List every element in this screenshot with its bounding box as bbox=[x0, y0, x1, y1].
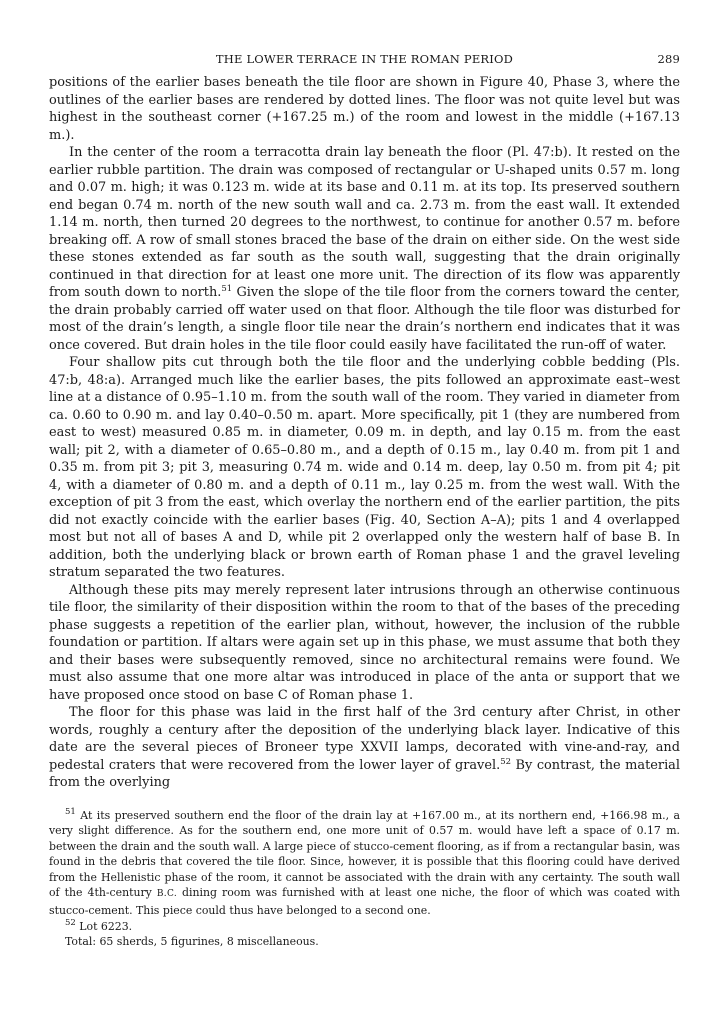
footnote-total: Total: 65 sherds, 5 figurines, 8 miscellaneous. bbox=[65, 935, 319, 949]
paragraph-4 bbox=[49, 582, 680, 705]
footnote-lot: Lot 6223. bbox=[79, 919, 133, 933]
paragraph-text: In the center of the room a terracotta drain lay beneath the floor (Pl. 47:b). It rested on the earlier rubble partition. The drain was composed of rectangular or U-shaped units 0.57 m. long and 0.07 m. high; it was 0.123 m. wide at its base and 0.11 m. at its top. Its preserved southern end began 0.74 m. north of the new south wall and ca. 2.73 m. from the east wall. It extended 1.14 m. north, then turned 20 degrees to the northwest, to continue for another 0.57 m. before breaking off. A row of small stones braced the base of the drain on either side. On the west side these stones extended as far south as the south wall, suggesting that the drain originally continued in that direction for at least one more unit. The direction of its flow was apparently from south down to north. bbox=[49, 145, 680, 300]
footnote-ref-52[interactable]: 52 bbox=[500, 756, 512, 767]
running-head bbox=[49, 52, 680, 74]
footnote-52 bbox=[49, 919, 680, 935]
paragraph-text-continued: By contrast, the material from the overlying bbox=[49, 757, 680, 790]
paragraph-1 bbox=[49, 74, 680, 144]
paragraph-text: The floor for this phase was laid in the first half of the 3rd century after Christ, in other words, roughly a century after the deposition of the underlying black layer. Indicative of this date are the several pieces of Broneer type XXVII lamps, decorated with vine-and-ray, and pedestal craters that were recovered from the lower layer of gravel. bbox=[49, 705, 680, 773]
paragraph-text: Although these pits may merely represent later intrusions through an otherwise continuous tile floor, the similarity of their disposition within the room to that of the bases of the preceding phase suggests a repetition of the earlier plan, without, however, the inclusion of the rubble foundation or partition. If altars were again set up in this phase, we must assume that both they and their bases were subsequently removed, since no architectural remains were found. We must also assume that one more altar was introduced in place of the anta or support that we have proposed once stood on base C of Roman phase 1. bbox=[49, 582, 680, 703]
footnote-text: At its preserved southern end the floor of the drain lay at +167.00 m., at its northern end, +166.98 m., a very slight difference. As for the southern end, one more unit of 0.57 m. would have left a space of 0.17 m. between the drain and the south wall. A large piece of stucco-cement flooring, as if from a rectangular basin, was found in the debris that covered the tile floor. Since, however, it is possible that this flooring could have derived from the Hellenistic phase of the room, it cannot be associated with the drain with any certainty. The south wall of the 4th-century bbox=[49, 808, 680, 900]
paragraph-text: Four shallow pits cut through both the tile floor and the underlying cobble bedding (Pls. 47:b, 48:a). Arranged much like the earlier bases, the pits followed an approximate east–west line at a distance of 0.95–1.10 m. from the south wall of the room. They varied in diameter from ca. 0.60 to 0.90 m. and lay 0.40–0.50 m. apart. More specifically, pit 1 (they are numbered from east to west) measured 0.85 m. in diameter, 0.09 m. in depth, and lay 0.15 m. from the east wall; pit 2, with a diameter of 0.65–0.80 m., and a depth of 0.15 m., lay 0.40 m. from pit 1 and 0.35 m. from pit 3; pit 3, measuring 0.74 m. wide and 0.14 m. deep, lay 0.50 m. from pit 4; pit 4, with a diameter of 0.80 m. and a depth of 0.11 m., lay 0.25 m. from the west wall. With the exception of pit 3 from the east, which overlay the northern end of the earlier partition, the pits did not exactly coincide with the earlier bases (Fig. 40, Section A–A); pits 1 and 4 overlapped most but not all of bases A and D, while pit 2 overlapped only the western half of base B. In addition, both the underlying black or brown earth of Roman phase 1 and the gravel leveling stratum separated the two features. bbox=[49, 355, 680, 580]
page-number: 289 bbox=[657, 52, 680, 66]
running-title: THE LOWER TERRACE IN THE ROMAN PERIOD bbox=[215, 52, 514, 66]
footnote-ref-51[interactable]: 51 bbox=[221, 284, 233, 294]
body-text bbox=[49, 74, 680, 792]
footnote-number: 52 bbox=[65, 917, 76, 928]
paragraph-2 bbox=[49, 144, 680, 354]
footnote-51 bbox=[49, 808, 680, 919]
footnote-number: 51 bbox=[65, 806, 76, 817]
paragraph-text: positions of the earlier bases beneath the tile floor are shown in Figure 40, Phase 3, where the outlines of the earlier bases are rendered by dotted lines. The floor was not quite level but was highest in the southeast corner (+167.25 m.) of the room and lowest in the middle (+167.13 m.). bbox=[49, 75, 680, 143]
paragraph-text-continued: Given the slope of the tile floor from the corners toward the center, the drain probably carried off water used on that floor. Although the tile floor was disturbed for most of the drain’s length, a single floor tile near the drain’s northern end indicates that it was once covered. But drain holes in the tile floor could easily have facilitated the run-off of water. bbox=[49, 285, 680, 353]
footnotes bbox=[49, 808, 680, 950]
footnote-52-total bbox=[49, 934, 680, 950]
paragraph-3 bbox=[49, 354, 680, 582]
footnote-text-continued: dining room was furnished with at least one niche, the floor of which was coated with stucco-cement. This piece could thus have belonged to a second one. bbox=[49, 886, 681, 918]
paragraph-5 bbox=[49, 704, 680, 792]
era-abbreviation: B.C. bbox=[156, 889, 177, 900]
